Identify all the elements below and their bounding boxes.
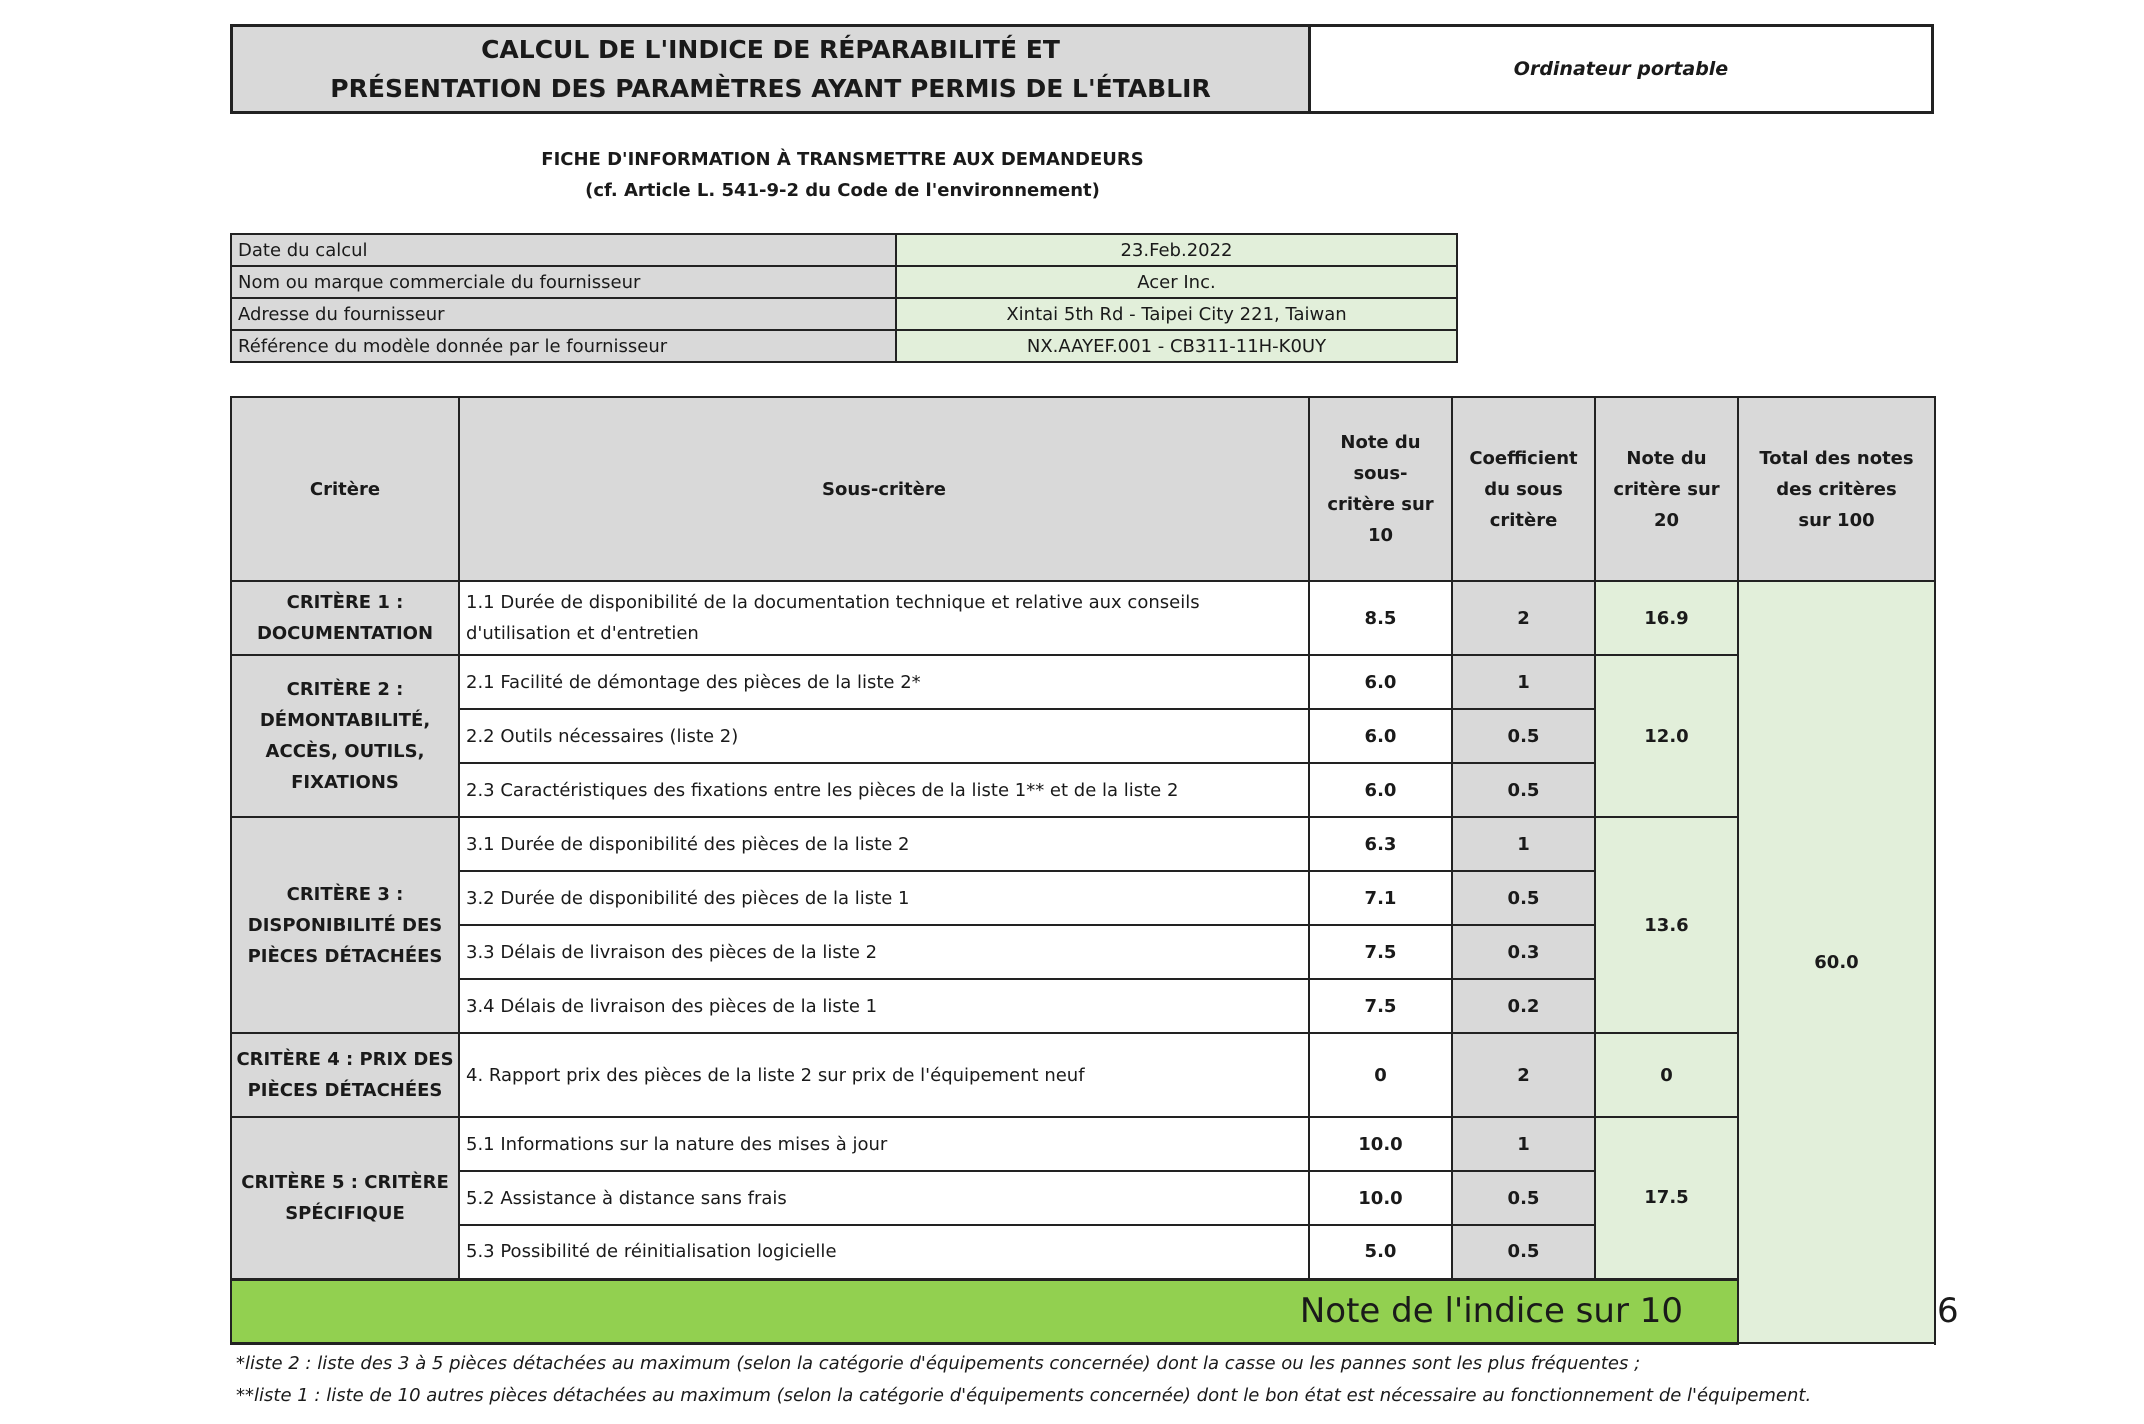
footnote-liste-1: **liste 1 : liste de 10 autres pièces détachées au maximum (selon la catégorie d'équipements concernée) dont le bon état est nécessaire au fonctionnement de l'équipement. [236, 1385, 1812, 1406]
header-row [231, 397, 1935, 581]
subcriterion-coefficient: 0.2 [1452, 979, 1595, 1033]
page-title [232, 26, 1310, 113]
subcriterion-5-3: 5.3 Possibilité de réinitialisation logicielle [459, 1225, 1309, 1279]
criterion-5-note: 17.5 [1595, 1117, 1738, 1279]
header-critere: Critère [231, 397, 459, 581]
info-label: Date du calcul [231, 234, 896, 266]
subcriterion-note: 10.0 [1309, 1171, 1452, 1225]
info-table [230, 233, 1458, 363]
product-type: Ordinateur portable [1310, 26, 1933, 113]
subcriterion-note: 6.0 [1309, 655, 1452, 709]
subcriterion-note: 7.1 [1309, 871, 1452, 925]
info-value-model: NX.AAYEF.001 - CB311-11H-K0UY [896, 330, 1457, 362]
subcriterion-note: 0 [1309, 1033, 1452, 1117]
subcriterion-coefficient: 0.5 [1452, 871, 1595, 925]
info-value-brand: Acer Inc. [896, 266, 1457, 298]
table-row [231, 581, 1935, 655]
criterion-2-label: CRITÈRE 2 : DÉMONTABILITÉ, ACCÈS, OUTILS, FIXATIONS [231, 655, 459, 817]
subcriterion-coefficient: 0.5 [1452, 1171, 1595, 1225]
info-row [231, 234, 1457, 266]
header-sous-critere: Sous-critère [459, 397, 1309, 581]
info-row [231, 266, 1457, 298]
subcriterion-note: 7.5 [1309, 925, 1452, 979]
info-row [231, 298, 1457, 330]
info-label: Référence du modèle donnée par le fournisseur [231, 330, 896, 362]
subcriterion-coefficient: 0.3 [1452, 925, 1595, 979]
subcriterion-4: 4. Rapport prix des pièces de la liste 2 sur prix de l'équipement neuf [459, 1033, 1309, 1117]
criterion-5-label: CRITÈRE 5 : CRITÈRE SPÉCIFIQUE [231, 1117, 459, 1279]
header-coefficient: Coefficient du sous critère [1452, 397, 1595, 581]
subcriterion-1-1: 1.1 Durée de disponibilité de la documentation technique et relative aux conseils d'utilisation et d'entretien [459, 581, 1309, 655]
subcriterion-5-1: 5.1 Informations sur la nature des mises à jour [459, 1117, 1309, 1171]
criterion-1-label: CRITÈRE 1 : DOCUMENTATION [231, 581, 459, 655]
title-block [230, 24, 1934, 114]
final-score-row: Note de l'indice sur 10 6 [231, 1279, 1935, 1343]
table-row [231, 655, 1935, 709]
subcriterion-note: 6.3 [1309, 817, 1452, 871]
subcriterion-5-2: 5.2 Assistance à distance sans frais [459, 1171, 1309, 1225]
subcriterion-coefficient: 1 [1452, 655, 1595, 709]
table-row [231, 1033, 1935, 1117]
subcriterion-2-1: 2.1 Facilité de démontage des pièces de la liste 2* [459, 655, 1309, 709]
criterion-2-note: 12.0 [1595, 655, 1738, 817]
subcriterion-2-2: 2.2 Outils nécessaires (liste 2) [459, 709, 1309, 763]
table-row [231, 1117, 1935, 1171]
subtitle [230, 144, 1455, 206]
subcriterion-coefficient: 1 [1452, 817, 1595, 871]
criterion-4-note: 0 [1595, 1033, 1738, 1117]
info-row [231, 330, 1457, 362]
subcriterion-note: 5.0 [1309, 1225, 1452, 1279]
header-note-sous-critere: Note du sous- critère sur 10 [1309, 397, 1452, 581]
info-label: Nom ou marque commerciale du fournisseur [231, 266, 896, 298]
criterion-3-label: CRITÈRE 3 : DISPONIBILITÉ DES PIÈCES DÉTACHÉES [231, 817, 459, 1033]
footnote-liste-2: *liste 2 : liste des 3 à 5 pièces détachées au maximum (selon la catégorie d'équipements concernée) dont la casse ou les pannes sont les plus fréquentes ; [236, 1353, 1641, 1374]
title-line-2: PRÉSENTATION DES PARAMÈTRES AYANT PERMIS DE L'ÉTABLIR [330, 74, 1211, 103]
info-label: Adresse du fournisseur [231, 298, 896, 330]
subcriterion-3-1: 3.1 Durée de disponibilité des pièces de la liste 2 [459, 817, 1309, 871]
criterion-1-note: 16.9 [1595, 581, 1738, 655]
subcriterion-3-2: 3.2 Durée de disponibilité des pièces de la liste 1 [459, 871, 1309, 925]
subcriterion-coefficient: 2 [1452, 1033, 1595, 1117]
info-value-date: 23.Feb.2022 [896, 234, 1457, 266]
title-line-1: CALCUL DE L'INDICE DE RÉPARABILITÉ ET [481, 35, 1060, 64]
subcriterion-note: 8.5 [1309, 581, 1452, 655]
table-row [231, 817, 1935, 871]
subcriterion-note: 7.5 [1309, 979, 1452, 1033]
subtitle-line-1: FICHE D'INFORMATION À TRANSMETTRE AUX DEMANDEURS [541, 149, 1144, 170]
subcriterion-coefficient: 2 [1452, 581, 1595, 655]
subcriterion-3-4: 3.4 Délais de livraison des pièces de la liste 1 [459, 979, 1309, 1033]
subcriterion-note: 10.0 [1309, 1117, 1452, 1171]
info-value-address: Xintai 5th Rd - Taipei City 221, Taiwan [896, 298, 1457, 330]
subcriterion-coefficient: 0.5 [1452, 1225, 1595, 1279]
subcriterion-coefficient: 0.5 [1452, 709, 1595, 763]
criterion-3-note: 13.6 [1595, 817, 1738, 1033]
subcriterion-note: 6.0 [1309, 763, 1452, 817]
subcriterion-coefficient: 0.5 [1452, 763, 1595, 817]
subcriterion-note: 6.0 [1309, 709, 1452, 763]
header-total: Total des notes des critères sur 100 [1738, 397, 1935, 581]
subtitle-line-2: (cf. Article L. 541-9-2 du Code de l'environnement) [585, 180, 1100, 201]
total-score-100: 60.0 [1738, 581, 1935, 1343]
header-note-critere: Note du critère sur 20 [1595, 397, 1738, 581]
subcriterion-coefficient: 1 [1452, 1117, 1595, 1171]
repairability-table [230, 396, 1959, 1345]
subcriterion-2-3: 2.3 Caractéristiques des fixations entre les pièces de la liste 1** et de la liste 2 [459, 763, 1309, 817]
criterion-4-label: CRITÈRE 4 : PRIX DES PIÈCES DÉTACHÉES [231, 1033, 459, 1117]
final-score-label: Note de l'indice sur 10 [231, 1279, 1738, 1343]
subcriterion-3-3: 3.3 Délais de livraison des pièces de la liste 2 [459, 925, 1309, 979]
